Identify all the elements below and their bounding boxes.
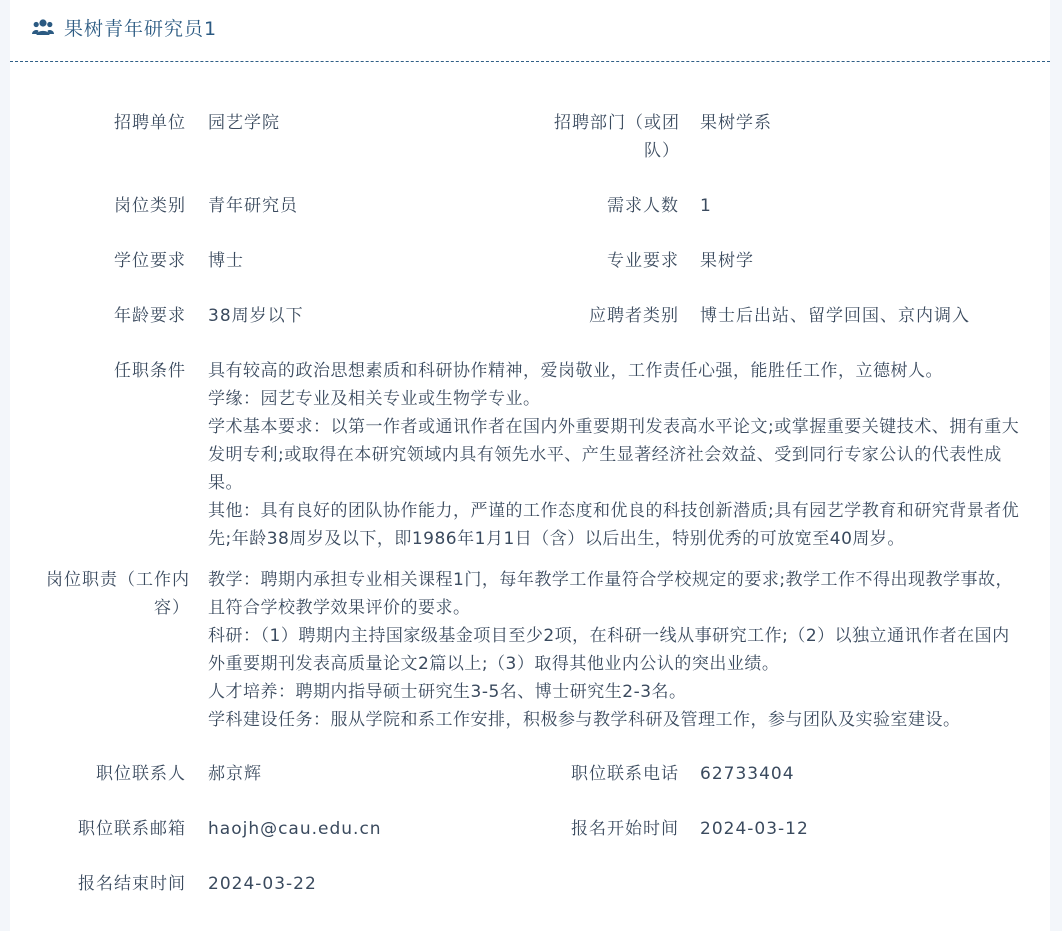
- phone-label: 职位联系电话: [571, 764, 679, 784]
- start-date-label: 报名开始时间: [571, 819, 679, 839]
- count-label: 需求人数: [607, 196, 679, 216]
- contact-label: 职位联系人: [96, 764, 186, 784]
- conditions-text: [208, 357, 1020, 553]
- conditions-line: 其他：具有良好的团队协作能力，严谨的工作态度和优良的科技创新潜质;具有园艺学教育和研究背景者优先;年龄38周岁及以下，即1986年1月1日（含）以后出生，特别优秀的可放宽至40周岁。: [208, 501, 1020, 549]
- dept-value: 果树学系: [700, 113, 772, 133]
- applicant-type-label: 应聘者类别: [589, 306, 679, 326]
- duties-text: [208, 566, 1020, 734]
- duties-line: 科研：（1）聘期内主持国家级基金项目至少2项，在科研一线从事研究工作;（2）以独立通讯作者在国内外重要期刊发表高质量论文2篇以上;（3）取得其他业内公认的突出业绩。: [208, 626, 1010, 674]
- degree-value: 博士: [208, 251, 244, 271]
- age-value: 38周岁以下: [208, 306, 304, 326]
- email-label: 职位联系邮箱: [78, 819, 186, 839]
- phone-value[interactable]: 62733404: [700, 764, 795, 784]
- major-label: 专业要求: [607, 251, 679, 271]
- dept-label: 招聘部门（或团队）: [554, 113, 680, 161]
- conditions-line: 具有较高的政治思想素质和科研协作精神，爱岗敬业，工作责任心强，能胜任工作，立德树人。: [208, 361, 943, 381]
- duties-line: 学科建设任务：服从学院和系工作安排，积极参与教学科研及管理工作，参与团队及实验室建设。: [208, 710, 961, 730]
- count-value: 1: [700, 196, 712, 216]
- duties-label: 岗位职责（工作内容）: [46, 570, 190, 618]
- age-label: 年龄要求: [114, 306, 186, 326]
- header: [10, 0, 1050, 62]
- users-icon: [32, 18, 54, 36]
- category-label: 岗位类别: [114, 196, 186, 216]
- unit-value: 园艺学院: [208, 113, 280, 133]
- conditions-label: 任职条件: [114, 361, 186, 381]
- duties-line: 教学：聘期内承担专业相关课程1门，每年教学工作量符合学校规定的要求;教学工作不得出现教学事故，且符合学校教学效果评价的要求。: [208, 570, 1014, 618]
- duties-line: 人才培养：聘期内指导硕士研究生3-5名、博士研究生2-3名。: [208, 682, 687, 702]
- end-date-value: 2024-03-22: [208, 874, 317, 894]
- category-value: 青年研究员: [208, 196, 298, 216]
- job-detail-card: [10, 0, 1050, 931]
- end-date-label: 报名结束时间: [78, 874, 186, 894]
- unit-label: 招聘单位: [114, 113, 186, 133]
- contact-value: 郝京辉: [208, 764, 262, 784]
- start-date-value: 2024-03-12: [700, 819, 809, 839]
- degree-label: 学位要求: [114, 251, 186, 271]
- conditions-line: 学缘：园艺专业及相关专业或生物学专业。: [208, 389, 541, 409]
- page-title: 果树青年研究员1: [64, 18, 218, 40]
- conditions-line: 学术基本要求：以第一作者或通讯作者在国内外重要期刊发表高水平论文;或掌握重要关键技术、拥有重大发明专利;或取得在本研究领域内具有领先水平、产生显著经济社会效益、受到同行专家公认的代表性成果。: [208, 417, 1020, 493]
- major-value: 果树学: [700, 251, 754, 271]
- email-value[interactable]: haojh@cau.edu.cn: [208, 819, 382, 839]
- applicant-type-value: 博士后出站、留学回国、京内调入: [700, 306, 970, 326]
